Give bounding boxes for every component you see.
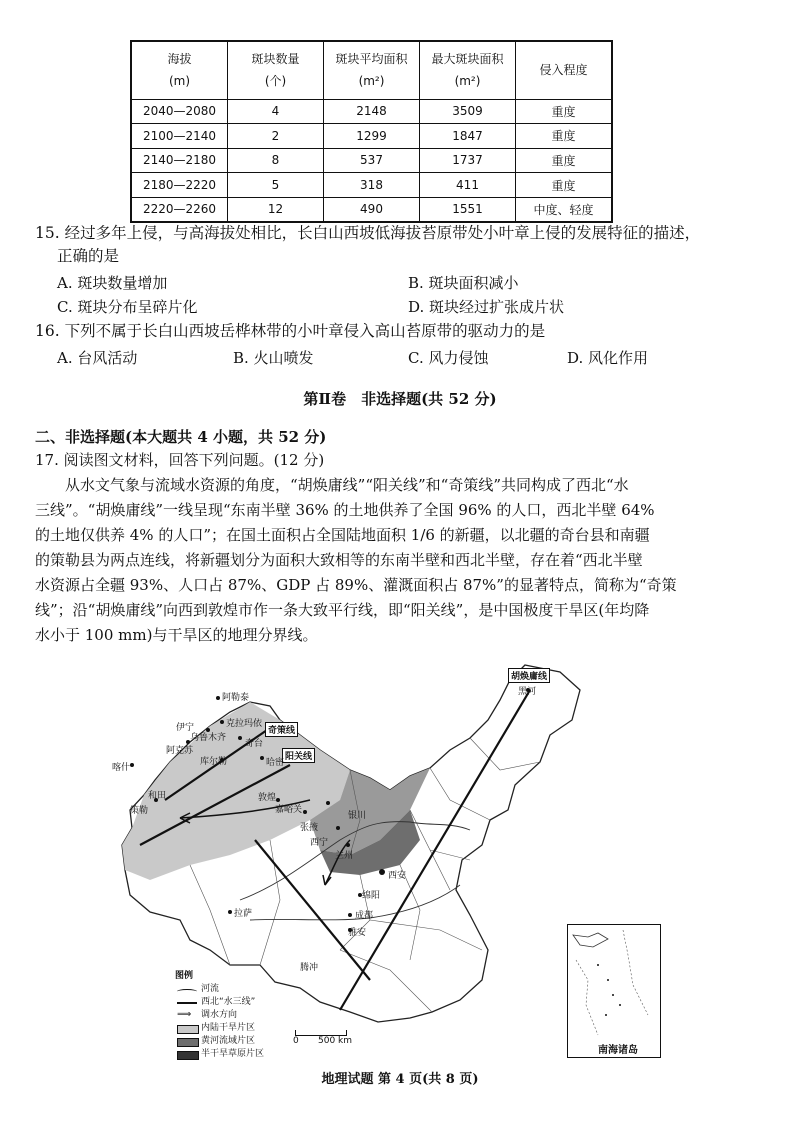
south-china-sea-inset [567, 924, 661, 1058]
legend-item: ⟹ 调水方向 [177, 1009, 238, 1020]
table-cell: 2180—2220 [131, 173, 228, 198]
table-cell: 中度、轻度 [516, 197, 613, 222]
section2-subtitle: 二、非选择题(本大题共 4 小题，共 52 分) [35, 428, 327, 446]
table-cell: 重度 [516, 173, 613, 198]
q15-option-c: C. 斑块分布呈碎片化 [57, 298, 198, 316]
q15-stem-line2: 正确的是 [57, 247, 120, 265]
line-icon [177, 1002, 197, 1004]
label-qice-line: 奇策线 [265, 722, 298, 737]
place-urumqi: 乌鲁木齐 [190, 733, 227, 743]
q17-line: 线”；沿“胡焕庸线”向西到敦煌市作一条大致平行线，即“阳关线”，是中国极度干旱区(年均降 [35, 601, 650, 619]
place-chengdu: 成都 [355, 911, 374, 921]
place-kashgar: 喀什 [112, 763, 131, 773]
place-hotan: 和田 [148, 791, 167, 801]
q17-line: 水资源占全疆 93%、人口占 87%、GDP 占 89%、灌溉面积占 87%”的显著特点，简称为“奇策 [35, 576, 677, 594]
q17-material [35, 473, 725, 648]
header-invasion: 侵入程度 [516, 41, 613, 99]
place-xian: 西安 [388, 871, 407, 881]
label-yangguan-line: 阳关线 [282, 748, 315, 763]
q16-option-a: A. 台风活动 [57, 349, 138, 367]
q15-option-b: B. 斑块面积减小 [408, 274, 519, 292]
table-cell: 12 [228, 197, 324, 222]
river-icon [177, 989, 197, 994]
table-cell: 重度 [516, 124, 613, 149]
header-avg-area: 斑块平均面积 (m²) [324, 41, 420, 99]
yellow-river-swatch [177, 1038, 199, 1047]
table-cell: 重度 [516, 148, 613, 173]
place-karamay: 克拉玛依 [226, 719, 263, 729]
place-mianyang: 绵阳 [362, 891, 381, 901]
table-cell: 8 [228, 148, 324, 173]
scale-zero: 0 [293, 1036, 299, 1046]
place-tengchong: 腾冲 [300, 963, 319, 973]
semi-arid-swatch [177, 1051, 199, 1060]
place-korla: 库尔勒 [200, 757, 228, 767]
place-xining: 西宁 [310, 838, 329, 848]
legend-item: 河流 [175, 983, 264, 996]
place-yining: 伊宁 [176, 723, 195, 733]
table-cell: 2040—2080 [131, 99, 228, 124]
place-heihe: 黑河 [518, 687, 537, 697]
q17-head: 17. 阅读图文材料，回答下列问题。(12 分) [35, 451, 325, 469]
legend-item: 黄河流域片区 [175, 1035, 264, 1048]
table-cell: 3509 [420, 99, 516, 124]
place-yinchuan: 银川 [348, 811, 367, 821]
table-row [131, 197, 612, 222]
q15-stem-line1: 15. 经过多年上侵，与高海拔处相比，长白山西坡低海拔苔原带处小叶章上侵的发展特征的描述， [35, 224, 701, 242]
table-cell: 1551 [420, 197, 516, 222]
place-lhasa: 拉萨 [234, 909, 253, 919]
place-dunhuang: 敦煌 [258, 793, 277, 803]
table-cell: 4 [228, 99, 324, 124]
place-cele: 策勒 [130, 806, 149, 816]
inset-label: 南海诸岛 [598, 1045, 638, 1056]
q17-line: 的土地仅供养 4% 的人口”；在国土面积占全国陆地面积 1/6 的新疆，以北疆的奇台县和南疆 [35, 526, 650, 544]
table-cell: 537 [324, 148, 420, 173]
section2-title: 第Ⅱ卷 非选择题(共 52 分) [303, 390, 497, 408]
table-row [131, 99, 612, 124]
table-header-row [131, 41, 612, 99]
place-zhangye: 张掖 [300, 823, 319, 833]
data-table [130, 40, 613, 223]
page-footer: 地理试题 第 4 页(共 8 页) [321, 1072, 479, 1087]
place-lanzhou: 兰州 [335, 851, 354, 861]
q16-option-d: D. 风化作用 [567, 349, 649, 367]
place-qitai: 奇台 [245, 739, 264, 749]
table-row [131, 148, 612, 173]
q16-option-b: B. 火山喷发 [233, 349, 314, 367]
scale-distance: 500 km [318, 1036, 353, 1046]
legend-item: 半干旱草原片区 [175, 1048, 264, 1061]
table-cell: 重度 [516, 99, 613, 124]
q16-stem: 16. 下列不属于长白山西坡岳桦林带的小叶章侵入高山苔原带的驱动力的是 [35, 322, 546, 340]
table-cell: 1737 [420, 148, 516, 173]
inset-graphic [568, 925, 660, 1057]
legend-title: 图例 [175, 971, 194, 981]
arrow-icon: ⟹ [177, 1009, 192, 1020]
table-row [131, 173, 612, 198]
q16-option-c: C. 风力侵蚀 [408, 349, 489, 367]
table-cell: 2100—2140 [131, 124, 228, 149]
q15-option-a: A. 斑块数量增加 [57, 274, 168, 292]
table-cell: 2220—2260 [131, 197, 228, 222]
table-cell: 2140—2180 [131, 148, 228, 173]
table-cell: 1847 [420, 124, 516, 149]
header-patch-count: 斑块数量 (个) [228, 41, 324, 99]
q17-line: 水小于 100 mm)与干旱区的地理分界线。 [35, 626, 318, 644]
table-cell: 2148 [324, 99, 420, 124]
legend-item: 内陆干旱片区 [175, 1022, 264, 1035]
table-cell: 318 [324, 173, 420, 198]
legend-item: 西北“水三线” [175, 996, 264, 1009]
header-altitude: 海拔 (m) [131, 41, 228, 99]
table-cell: 1299 [324, 124, 420, 149]
place-jiayuguan: 嘉峪关 [275, 805, 303, 815]
map-legend [175, 968, 264, 1061]
table-cell: 490 [324, 197, 420, 222]
q17-line: 三线”。“胡焕庸线”一线呈现“东南半壁 36% 的土地供养了全国 96% 的人口，西北半壁 64% [35, 501, 655, 519]
q17-line: 从水文气象与流域水资源的角度，“胡焕庸线”“阳关线”和“奇策线”共同构成了西北“水 [35, 476, 629, 494]
q15-option-d: D. 斑块经过扩张成片状 [408, 298, 565, 316]
place-hami: 哈密 [266, 758, 285, 768]
arid-swatch [177, 1025, 199, 1034]
table-cell: 5 [228, 173, 324, 198]
q17-line: 的策勒县为两点连线，将新疆划分为面积大致相等的东南半壁和西北半壁，存在着“西北半壁 [35, 551, 643, 569]
table-cell: 2 [228, 124, 324, 149]
table-row [131, 124, 612, 149]
place-altay: 阿勒泰 [222, 693, 250, 703]
table-cell: 411 [420, 173, 516, 198]
header-max-area: 最大斑块面积 (m²) [420, 41, 516, 99]
label-huhuanyong-line: 胡焕庸线 [508, 668, 550, 683]
place-yaan: 雅安 [348, 928, 367, 938]
place-aksu: 阿克苏 [166, 746, 194, 756]
